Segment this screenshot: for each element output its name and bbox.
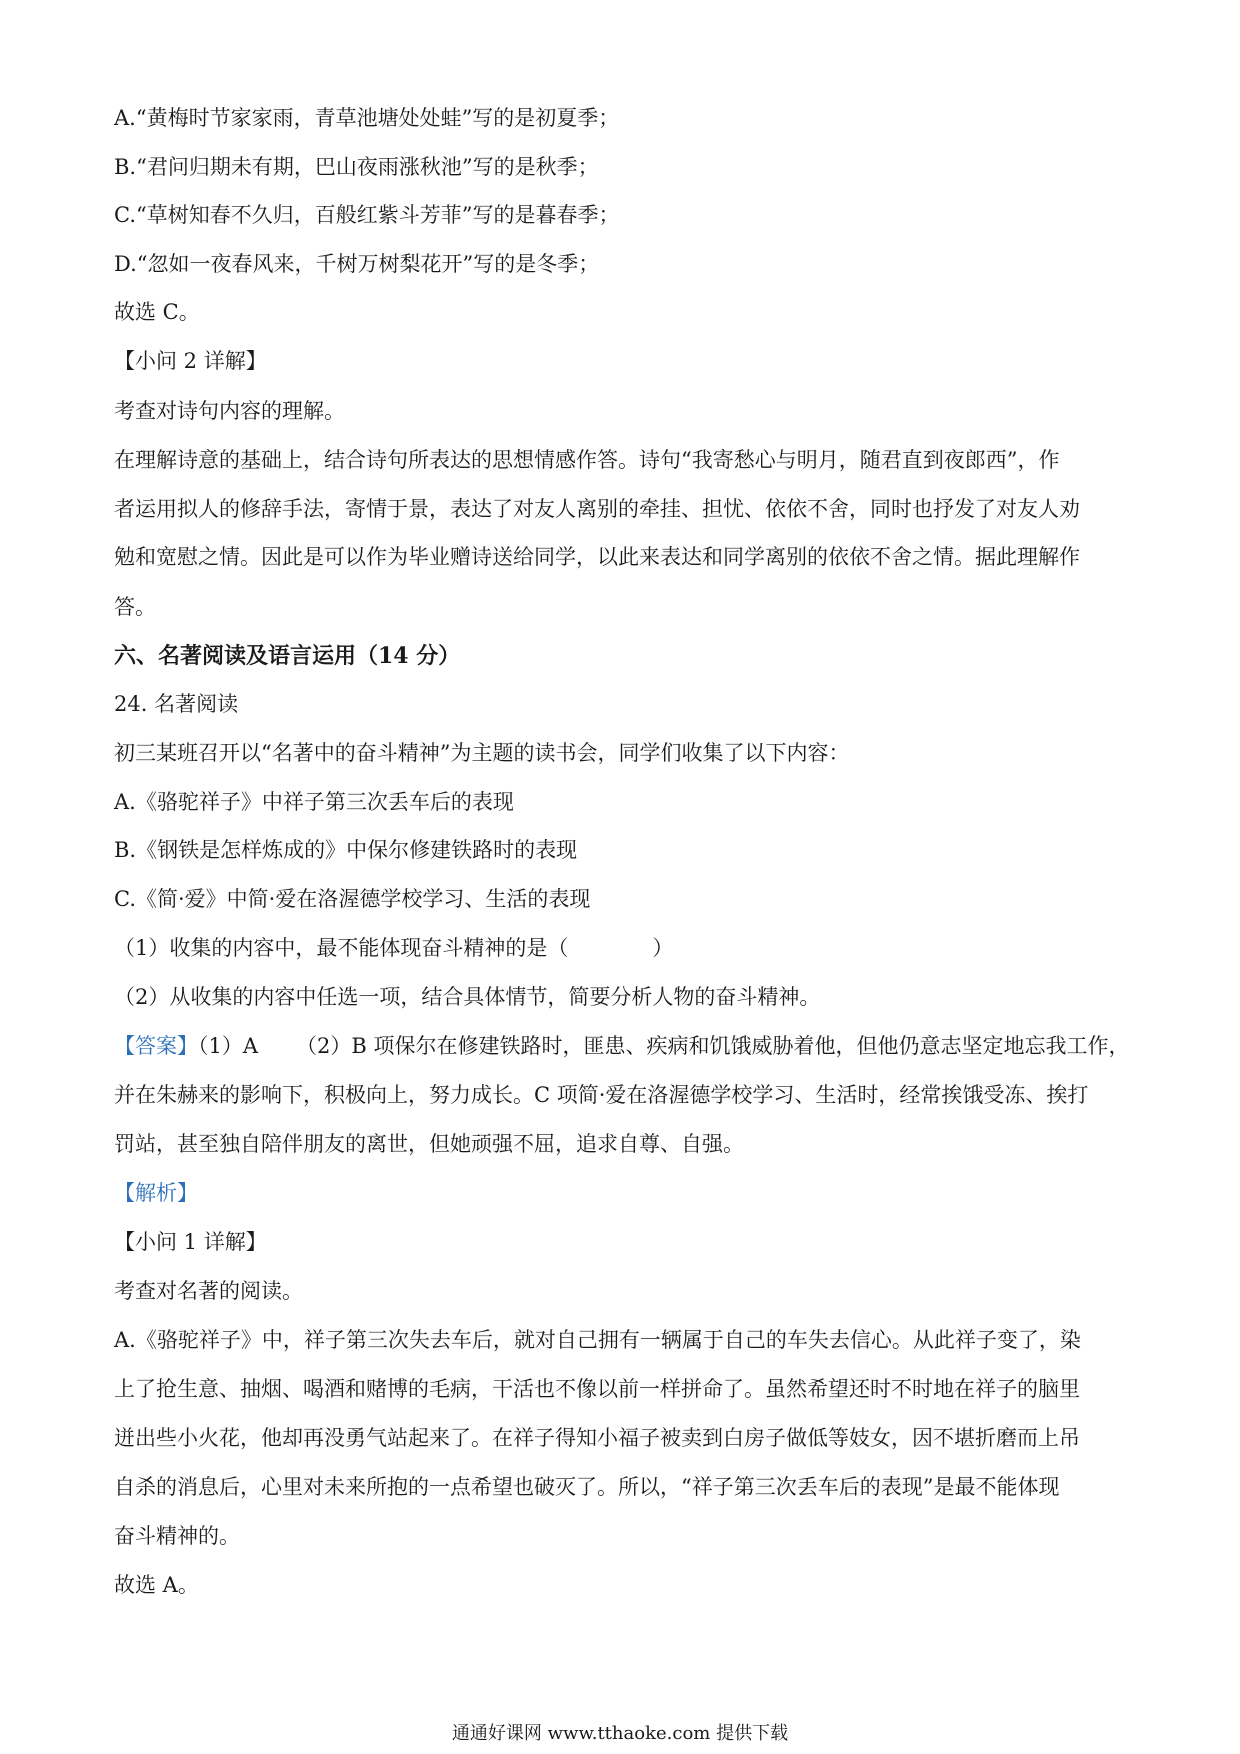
text-line: A.“黄梅时节家家雨，青草池塘处处蛙”写的是初夏季； (114, 106, 620, 130)
option-b: B.《钢铁是怎样炼成的》中保尔修建铁路时的表现 (114, 838, 578, 862)
text-line: D.“忽如一夜春风来，千树万树梨花开”写的是冬季； (114, 252, 600, 276)
option-c: C.《简·爱》中简·爱在洛渥德学校学习、生活的表现 (114, 887, 591, 911)
text-line: 考查对名著的阅读。 (114, 1279, 303, 1303)
text-line: 上了抢生意、抽烟、喝酒和赌博的毛病，干活也不像以前一样拼命了。虽然希望还时不时地在祥子的脑里 (114, 1377, 1080, 1401)
answer-part-1: （1）A (198, 1034, 259, 1058)
answer-part-2: （2）B 项保尔在修建铁路时，匪患、疾病和饥饿威胁着他，但他仍意志坚定地忘我工作， (296, 1034, 1130, 1058)
text-line: 迸出些小火花，他却再没勇气站起来了。在祥子得知小福子被卖到白房子做低等妓女，因不堪折磨而上吊 (114, 1426, 1080, 1450)
subquestion-title: 【小问 1 详解】 (114, 1230, 267, 1254)
subquestion-title: 【小问 2 详解】 (114, 349, 267, 373)
answer-tag: 【答案】 (114, 1034, 198, 1058)
subquestion-1: （1）收集的内容中，最不能体现奋斗精神的是（ ） (114, 936, 674, 960)
analysis-tag: 【解析】 (114, 1181, 198, 1205)
text-line: 奋斗精神的。 (114, 1524, 240, 1548)
text-line: 者运用拟人的修辞手法，寄情于景，表达了对友人离别的牵挂、担忧、依依不舍，同时也抒发了对友人劝 (114, 497, 1080, 521)
answer-line-3: 罚站，甚至独自陪伴朋友的离世，但她顽强不屈，追求自尊、自强。 (114, 1132, 744, 1156)
text-line: C.“草树知春不久归，百般红紫斗芳菲”写的是暮春季； (114, 203, 620, 227)
question-intro: 初三某班召开以“名著中的奋斗精神”为主题的读书会，同学们收集了以下内容： (114, 741, 850, 765)
text-line: 答。 (114, 595, 156, 619)
page-footer: 通通好课网 www.tthaoke.com 提供下载 (451, 1723, 789, 1744)
text-line: 故选 A。 (114, 1573, 199, 1597)
option-a: A.《骆驼祥子》中祥子第三次丢车后的表现 (114, 790, 514, 814)
text-line: 自杀的消息后，心里对未来所抱的一点希望也破灭了。所以，“祥子第三次丢车后的表现”是最不能体现 (114, 1475, 1060, 1499)
question-title: 24. 名著阅读 (114, 692, 239, 716)
text-line: A.《骆驼祥子》中，祥子第三次失去车后，就对自己拥有一辆属于自己的车失去信心。从此祥子变了，染 (114, 1328, 1081, 1352)
answer-line (114, 1032, 1134, 1060)
answer-line-2: 并在朱赫来的影响下，积极向上，努力成长。C 项简·爱在洛渥德学校学习、生活时，经常挨饿受冻、挨打 (114, 1083, 1089, 1107)
subquestion-2: （2）从收集的内容中任选一项，结合具体情节，简要分析人物的奋斗精神。 (114, 985, 821, 1009)
section-heading: 六、名著阅读及语言运用（14 分） (114, 643, 461, 669)
text-line: 故选 C。 (114, 300, 200, 324)
text-line: 勉和宽慰之情。因此是可以作为毕业赠诗送给同学，以此来表达和同学离别的依依不舍之情。据此理解作 (114, 545, 1080, 569)
text-line: 考查对诗句内容的理解。 (114, 399, 345, 423)
text-line: 在理解诗意的基础上，结合诗句所表达的思想情感作答。诗句“我寄愁心与明月，随君直到夜郎西”，作 (114, 448, 1060, 472)
text-line: B.“君问归期未有期，巴山夜雨涨秋池”写的是秋季； (114, 155, 599, 179)
